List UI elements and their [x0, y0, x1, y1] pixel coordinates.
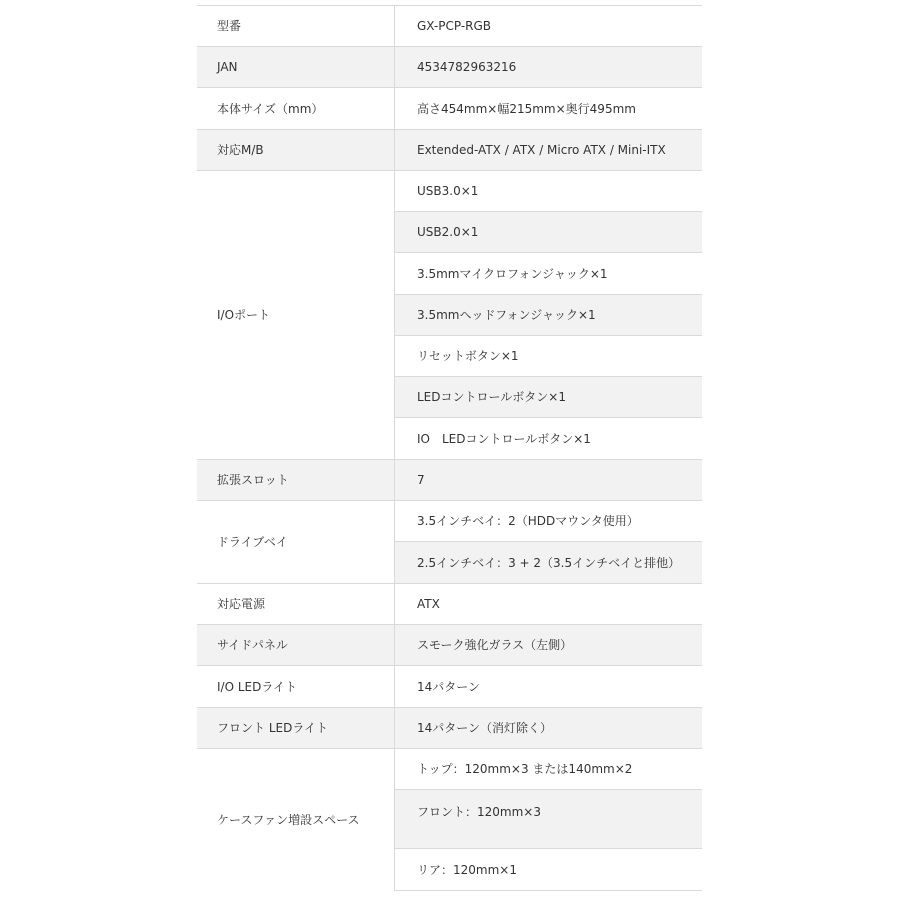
- spec-label-power-supply: 対応電源: [197, 584, 395, 625]
- spec-value-expansion-slots: 7: [395, 460, 703, 501]
- spec-row-front-led: [197, 708, 702, 749]
- spec-value-io-ports-6: LEDコントロールボタン×1: [395, 377, 703, 418]
- spec-row-io-led: [197, 666, 702, 708]
- spec-label-model: 型番: [197, 6, 395, 47]
- spec-row-io-ports: [197, 171, 702, 212]
- spec-value-case-fan-2: フロント：120mm×3: [395, 790, 703, 849]
- spec-value-motherboard: Extended-ATX / ATX / Micro ATX / Mini-ITX: [395, 130, 703, 171]
- spec-value-jan: 4534782963216: [395, 47, 703, 88]
- spec-label-case-fan: ケースファン増設スペース: [197, 749, 395, 891]
- spec-row-model: [197, 6, 702, 47]
- spec-value-power-supply: ATX: [395, 584, 703, 625]
- spec-value-io-ports-2: USB2.0×1: [395, 212, 703, 253]
- spec-value-io-ports-7: IO LEDコントロールボタン×1: [395, 418, 703, 460]
- spec-value-model: GX-PCP-RGB: [395, 6, 703, 47]
- spec-label-front-led: フロント LEDライト: [197, 708, 395, 749]
- spec-row-motherboard: [197, 130, 702, 171]
- spec-label-motherboard: 対応M/B: [197, 130, 395, 171]
- spec-label-side-panel: サイドパネル: [197, 625, 395, 666]
- spec-row-case-fan: [197, 749, 702, 790]
- spec-value-case-fan-3: リア：120mm×1: [395, 849, 703, 891]
- spec-value-side-panel: スモーク強化ガラス（左側）: [395, 625, 703, 666]
- spec-value-case-fan-1: トップ：120mm×3 または140mm×2: [395, 749, 703, 790]
- spec-label-expansion-slots: 拡張スロット: [197, 460, 395, 501]
- spec-label-body-size: 本体サイズ（mm）: [197, 88, 395, 130]
- spec-row-drive-bays: [197, 501, 702, 542]
- spec-label-jan: JAN: [197, 47, 395, 88]
- spec-row-expansion-slots: [197, 460, 702, 501]
- spec-value-drive-bays-2: 2.5インチベイ：3 + 2（3.5インチベイと排他）: [395, 542, 703, 584]
- spec-label-drive-bays: ドライブベイ: [197, 501, 395, 584]
- spec-value-body-size: 高さ454mm×幅215mm×奥行495mm: [395, 88, 703, 130]
- spec-label-io-led: I/O LEDライト: [197, 666, 395, 708]
- spec-row-jan: [197, 47, 702, 88]
- spec-value-io-ports-1: USB3.0×1: [395, 171, 703, 212]
- spec-label-io-ports: I/Oポート: [197, 171, 395, 460]
- spec-value-drive-bays-1: 3.5インチベイ：2（HDDマウンタ使用）: [395, 501, 703, 542]
- spec-value-front-led: 14パターン（消灯除く）: [395, 708, 703, 749]
- spec-value-io-ports-4: 3.5mmヘッドフォンジャック×1: [395, 295, 703, 336]
- spec-value-io-ports-3: 3.5mmマイクロフォンジャック×1: [395, 253, 703, 295]
- spec-value-io-ports-5: リセットボタン×1: [395, 336, 703, 377]
- spec-value-io-led: 14パターン: [395, 666, 703, 708]
- spec-row-body-size: [197, 88, 702, 130]
- spec-row-side-panel: [197, 625, 702, 666]
- spec-table: [197, 5, 702, 891]
- spec-row-power-supply: [197, 584, 702, 625]
